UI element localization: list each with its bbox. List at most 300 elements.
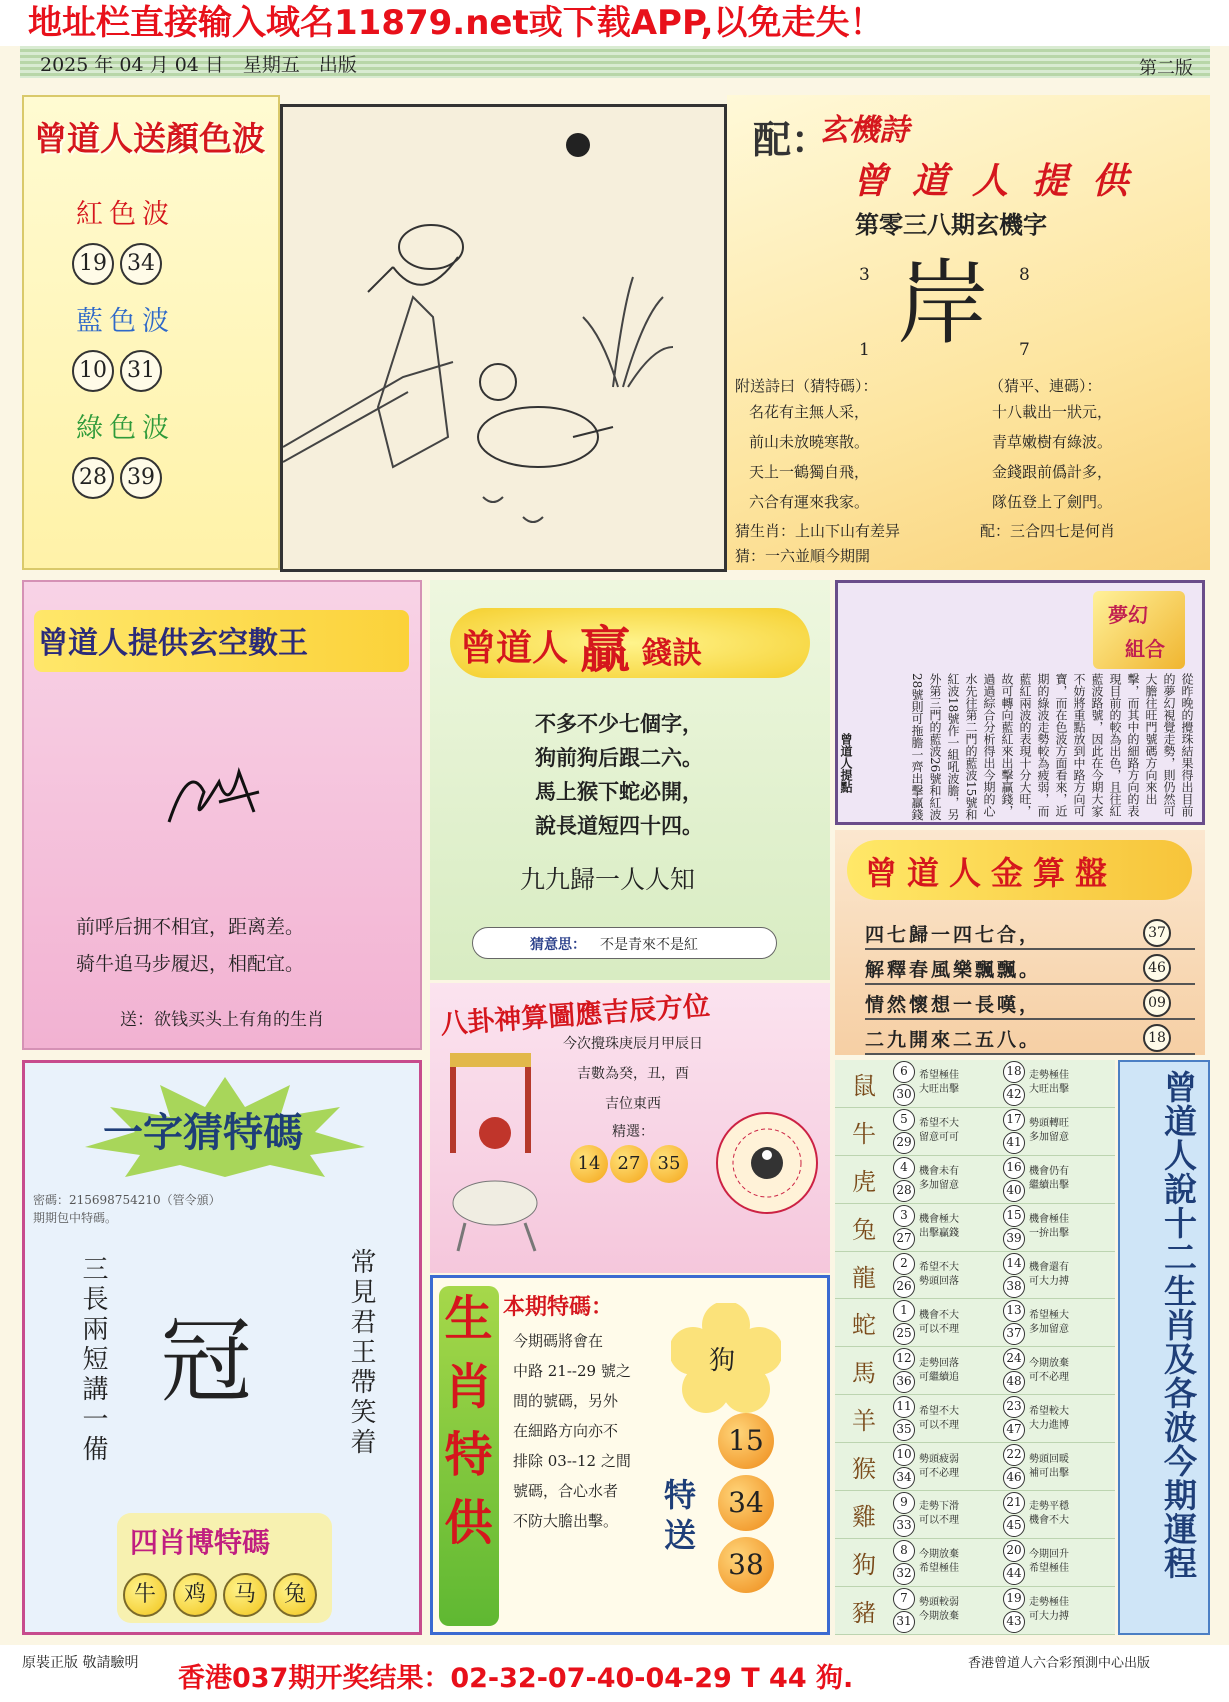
zodiac-notes — [1029, 1213, 1069, 1241]
zodiac-note: 希望較大 — [1029, 1405, 1069, 1417]
zodiac-note: 勢頭回落 — [919, 1276, 959, 1287]
poem-line: 隊伍登上了劍門。 — [992, 493, 1113, 511]
wave-label: 綠色波 — [76, 413, 175, 444]
handwritten-signature-icon — [159, 752, 269, 842]
yingqian-line: 馬上猴下蛇必開， — [535, 779, 703, 804]
jinsuan-num: 18 — [1143, 1024, 1171, 1052]
menghuan-sign: 曾道人提點 — [839, 733, 853, 793]
zodiac-notes — [1029, 1261, 1069, 1289]
zodiac-row — [835, 1060, 1115, 1108]
monkey-icon: 猴 — [852, 1455, 876, 1484]
zodiac-num: 21 — [1003, 1492, 1025, 1514]
zodiac-note: 留意可可 — [919, 1132, 959, 1144]
top-banner: 地址栏直接输入域名11879.net或下载APP,以免走失！ — [0, 0, 1229, 46]
zodiac-nums — [1003, 1396, 1025, 1441]
shengxiao-title: 本期特碼： — [503, 1294, 614, 1320]
guess-line: 猜：一六並順今期開 — [735, 547, 871, 565]
zodiac-note: 走勢極佳 — [1029, 1597, 1069, 1609]
jinsuan-row — [865, 988, 1195, 1020]
jinsuan-section — [835, 830, 1205, 1055]
zodiac-notes — [919, 1213, 959, 1241]
zodiac-nums — [893, 1348, 915, 1393]
zodiac-pair-b — [1003, 1109, 1113, 1154]
left-head: 附送詩曰（猜特碼）： — [735, 377, 878, 395]
zodiac-pair-a — [893, 1253, 1003, 1298]
zodiac-note: 多加留意 — [1029, 1132, 1069, 1144]
corner-num-br: 7 — [1019, 340, 1030, 360]
zodiac-note: 今期放棄 — [1029, 1357, 1069, 1369]
rooster-icon: 雞 — [852, 1502, 876, 1531]
horse-icon: 馬 — [852, 1359, 876, 1388]
zodiac-note: 勢頭轉旺 — [1029, 1118, 1069, 1130]
yingqian-title-a: 曾道人 — [460, 627, 569, 669]
yingqian-extra: 九九歸一人人知 — [520, 865, 696, 894]
zodiac-note: 機會不大 — [1029, 1515, 1069, 1527]
zodiac-num: 20 — [1003, 1540, 1025, 1562]
zodiac-note: 一拚出擊 — [1029, 1228, 1069, 1240]
zodiac-num: 23 — [1003, 1396, 1025, 1418]
zodiac-row — [835, 1491, 1115, 1539]
zodiac-num: 9 — [893, 1492, 915, 1514]
zodiac-num: 16 — [1003, 1157, 1025, 1179]
poem-line: 十八載出一狀元， — [992, 403, 1113, 421]
zodiac-num: 4 — [893, 1157, 915, 1179]
poem-line: 前山未放曉寒散。 — [749, 433, 870, 451]
tiger-icon: 虎 — [852, 1167, 876, 1196]
dog-icon: 狗 — [852, 1550, 876, 1579]
bagua-l2: 吉數為癸，丑，酉 — [577, 1066, 689, 1082]
yingqian-title-b: 贏 — [580, 620, 630, 679]
zodiac-num: 17 — [1003, 1109, 1025, 1131]
jinsuan-text: 四七歸一四七合， — [865, 923, 1042, 946]
zodiac-num: 25 — [893, 1323, 915, 1345]
corner-num-tl: 3 — [859, 265, 870, 285]
number-ball: 34 — [120, 243, 162, 285]
jinsuan-num: 46 — [1143, 954, 1171, 982]
xuankong-title: 曾道人提供玄空數王 — [38, 626, 308, 661]
jinsuan-text: 解釋春風樂飄飄。 — [865, 958, 1042, 981]
menghuan-text: 從昨晚的攪珠結果得出目前的夢幻視覺走勢，則仍然可大膽往旺門號碼方向來出擊，而其中的細路方向的表現目前的較為出色，且往紅藍波路號，因此在今期大家不妨將重點放到中路方向可寶，而在色波方面看來，近期的綠波走勢較為疲弱，而藍紅兩波的表現十分大旺，故可轉向藍紅來出擊贏錢，過過綜合分析得出今期的心水先往第二門的藍波15號和紅波18號作一組吼波膽，另外第三門的藍波26號和紅波28號則可拖膽一齊出擊贏錢 — [910, 673, 1194, 821]
jinsuan-row — [865, 953, 1195, 985]
zodiac-note: 機會仍有 — [1029, 1166, 1069, 1178]
right-head: （猜平、連碼）： — [989, 377, 1102, 395]
zodiac-nums — [1003, 1588, 1025, 1633]
zodiac-notes — [1029, 1500, 1069, 1528]
zodiac-num: 12 — [893, 1348, 915, 1370]
bagua-section — [430, 983, 830, 1273]
sixiao-ball: 兔 — [273, 1573, 317, 1617]
zodiac-num: 22 — [1003, 1444, 1025, 1466]
zodiac-notes — [919, 1596, 959, 1624]
zodiac-num: 10 — [893, 1444, 915, 1466]
xuanji-title: 玄機詩 — [819, 113, 909, 148]
warrior-on-horse-icon — [440, 1053, 550, 1253]
sixiao-ball: 牛 — [123, 1573, 167, 1617]
zodiac-row — [835, 1252, 1115, 1300]
zodiac-num: 46 — [1003, 1467, 1025, 1489]
zodiac-note: 機會未有 — [919, 1166, 959, 1178]
bagua-l3: 吉位東西 — [605, 1096, 661, 1112]
zodiac-nums — [893, 1300, 915, 1345]
yingqian-line: 說長道短四十四。 — [535, 813, 703, 838]
jinsuan-row — [865, 918, 1195, 950]
zodiac-notes — [1029, 1357, 1069, 1385]
zodiac-num: 6 — [893, 1061, 915, 1083]
number-ball: 31 — [120, 350, 162, 392]
wave-label: 藍色波 — [76, 306, 175, 337]
zodiac-num: 40 — [1003, 1180, 1025, 1202]
zodiac-pair-a — [893, 1540, 1003, 1585]
zodiac-row — [835, 1587, 1115, 1635]
dragon-icon: 龍 — [852, 1263, 876, 1292]
zodiac-nums — [893, 1205, 915, 1250]
zodiac-pair-b — [1003, 1061, 1113, 1106]
menghuan-badge-a: 夢幻 — [1108, 603, 1148, 627]
zodiac-note: 希望極佳 — [1029, 1563, 1069, 1575]
xuankong-line1: 前呼后拥不相宜，距离差。 — [76, 916, 305, 938]
zodiac-num: 35 — [893, 1419, 915, 1441]
zodiac-row — [835, 1539, 1115, 1587]
zodiac-nums — [893, 1444, 915, 1489]
snake-icon: 蛇 — [852, 1311, 876, 1340]
poem-right-lines — [992, 397, 1112, 517]
zodiac-notes — [919, 1309, 959, 1337]
zodiac-nums — [893, 1253, 915, 1298]
riddle-picture — [280, 104, 727, 572]
jinsuan-num: 09 — [1143, 989, 1171, 1017]
zodiac-num: 29 — [893, 1132, 915, 1154]
zodiac-note: 可大力搏 — [1029, 1611, 1069, 1623]
yuncheng-title: 曾道人說十二生肖及各波今期運程 — [1159, 1070, 1198, 1580]
jinsuan-row — [865, 1023, 1195, 1055]
zodiac-pair-a — [893, 1157, 1003, 1202]
yizi-secret: 密碼：215698754210（管令頒） — [33, 1193, 221, 1207]
jinsuan-text: 情然懷想一長嘆， — [865, 993, 1042, 1016]
corner-num-tr: 8 — [1019, 265, 1030, 285]
zodiac-num: 38 — [1003, 1276, 1025, 1298]
shengxiao-section — [430, 1275, 830, 1635]
pig-icon: 豬 — [852, 1598, 876, 1627]
shengxiao-ball: 15 — [718, 1413, 774, 1469]
menghuan-badge-b: 組合 — [1125, 637, 1165, 661]
shengxiao-ball: 38 — [718, 1537, 774, 1593]
zodiac-notes — [1029, 1069, 1069, 1097]
zodiac-note: 勢頭較弱 — [919, 1597, 959, 1609]
zodiac-row — [835, 1108, 1115, 1156]
yuncheng-section — [1118, 1060, 1210, 1635]
zodiac-notes — [1029, 1548, 1069, 1576]
zodiac-row — [835, 1299, 1115, 1347]
shengxiao-balls — [718, 1413, 778, 1599]
zodiac-num: 15 — [1003, 1205, 1025, 1227]
pei-label: 配： — [753, 117, 830, 162]
zodiac-num: 2 — [893, 1253, 915, 1275]
footer-result: 香港037期开奖结果：02-32-07-40-04-29 T 44 狗. — [178, 1663, 854, 1694]
zodiac-note: 今期放棄 — [919, 1549, 959, 1561]
bagua-l1: 今次攪珠庚辰月甲辰日 — [563, 1036, 703, 1052]
zodiac-note: 大旺出擊 — [1029, 1084, 1069, 1096]
zodiac-pair-a — [893, 1061, 1003, 1106]
zodiac-note: 大旺出擊 — [919, 1084, 959, 1096]
yingqian-line: 狗前狗后跟二六。 — [535, 745, 703, 770]
zodiac-notes — [1029, 1405, 1069, 1433]
zodiac-nums — [1003, 1300, 1025, 1345]
zodiac-notes — [919, 1405, 959, 1433]
zodiac-num: 30 — [893, 1084, 915, 1106]
zodiac-pair-a — [893, 1348, 1003, 1393]
zodiac-note: 可以不理 — [919, 1515, 959, 1527]
zodiac-num: 8 — [893, 1540, 915, 1562]
zodiac-nums — [893, 1492, 915, 1537]
edition-label: 第二版 — [1139, 58, 1193, 79]
zodiac-notes — [919, 1548, 959, 1576]
zodiac-note: 大力進博 — [1029, 1419, 1069, 1431]
zodiac-pair-b — [1003, 1492, 1113, 1537]
zodiac-nums — [1003, 1109, 1025, 1154]
jinsuan-text: 二九開來二五八。 — [865, 1028, 1042, 1051]
sixiao-ball: 鸡 — [173, 1573, 217, 1617]
zodiac-notes — [919, 1117, 959, 1145]
zodiac-note: 希望不大 — [919, 1118, 959, 1130]
shengxiao-line: 排除 03--12 之間 — [513, 1452, 631, 1470]
zodiac-num: 24 — [1003, 1348, 1025, 1370]
shengxiao-line: 今期碼將會在 — [513, 1332, 604, 1350]
ox-icon: 牛 — [852, 1119, 876, 1148]
bagua-wheel-icon — [715, 1111, 820, 1216]
rabbit-icon: 兔 — [852, 1215, 876, 1244]
pei-line: 配：三合四七是何肖 — [980, 522, 1116, 540]
zodiac-num: 1 — [893, 1300, 915, 1322]
zodiac-pair-a — [893, 1205, 1003, 1250]
zodiac-note: 希望不大 — [919, 1405, 959, 1417]
yingqian-hint: 不是青來不是紅 — [600, 937, 698, 953]
zodiac-pair-b — [1003, 1253, 1113, 1298]
yingqian-lines — [535, 707, 703, 843]
zodiac-num: 7 — [893, 1588, 915, 1610]
zodiac-note: 希望極佳 — [919, 1070, 959, 1082]
goat-icon: 羊 — [852, 1407, 876, 1436]
zodiac-nums — [1003, 1205, 1025, 1250]
zodiac-notes — [919, 1261, 959, 1289]
zodiac-row — [835, 1347, 1115, 1395]
zodiac-note: 可不必理 — [1029, 1371, 1069, 1383]
zodiac-note: 走勢回落 — [919, 1357, 959, 1369]
yizi-secret2: 期期包中特碼。 — [33, 1211, 118, 1225]
zodiac-notes — [919, 1357, 959, 1385]
zodiac-note: 補可出擊 — [1029, 1467, 1069, 1479]
zodiac-num: 39 — [1003, 1228, 1025, 1250]
zodiac-num: 44 — [1003, 1563, 1025, 1585]
zodiac-note: 可大力搏 — [1029, 1276, 1069, 1287]
zodiac-num: 32 — [893, 1563, 915, 1585]
poem-line: 六合有運來我家。 — [749, 493, 870, 511]
shengxiao-ball: 34 — [718, 1475, 774, 1531]
yizi-big-char: 冠 — [160, 1308, 253, 1415]
yizi-title: 一字猜特碼 — [103, 1109, 303, 1156]
zodiac-num: 47 — [1003, 1419, 1025, 1441]
zodiac-note: 可不必理 — [919, 1467, 959, 1479]
zodiac-nums — [893, 1396, 915, 1441]
yingqian-title-c: 錢訣 — [642, 636, 702, 671]
number-ball: 10 — [72, 350, 114, 392]
zodiac-pair-a — [893, 1492, 1003, 1537]
poem-line: 青草嫩樹有綠波。 — [992, 433, 1113, 451]
yizi-left-col: 三長兩短講一備 — [78, 1255, 108, 1465]
zodiac-notes — [919, 1069, 959, 1097]
provider: 曾道人提供 — [852, 161, 1153, 202]
xuankong-send: 送：欲钱买头上有角的生肖 — [120, 1010, 324, 1030]
zodiac-pair-a — [893, 1588, 1003, 1633]
bagua-balls — [570, 1145, 690, 1183]
zodiac-notes — [919, 1165, 959, 1193]
zodiac-nums — [1003, 1157, 1025, 1202]
zodiac-row — [835, 1156, 1115, 1204]
zodiac-nums — [893, 1540, 915, 1585]
zodiac-pair-a — [893, 1109, 1003, 1154]
number-ball: 19 — [72, 243, 114, 285]
yingqian-section — [430, 580, 830, 980]
zodiac-nums — [1003, 1061, 1025, 1106]
yingqian-line: 不多不少七個字， — [535, 711, 703, 736]
zodiac-num: 41 — [1003, 1132, 1025, 1154]
wave-label: 紅色波 — [76, 199, 175, 230]
zodiac-note: 機會極佳 — [1029, 1214, 1069, 1226]
zodiac-num: 28 — [893, 1180, 915, 1202]
shengxiao-side: 生肖特供 — [436, 1293, 492, 1565]
zodiac-note: 可以不理 — [919, 1323, 959, 1335]
bagua-ball: 27 — [610, 1145, 648, 1183]
zodiac-num: 36 — [893, 1371, 915, 1393]
jinsuan-rows — [865, 918, 1195, 1055]
big-char: 岸 — [897, 250, 990, 357]
sixiao-title: 四肖博特碼 — [130, 1526, 271, 1559]
poem-line: 名花有主無人采， — [749, 403, 870, 421]
zodiac-nums — [1003, 1492, 1025, 1537]
zodiac-num: 33 — [893, 1515, 915, 1537]
yingqian-hint-label: 猜意思： — [530, 937, 586, 953]
zodiac-row — [835, 1395, 1115, 1443]
zodiac-nums — [1003, 1540, 1025, 1585]
shengxiao-line: 在細路方向亦不 — [513, 1422, 619, 1440]
issue-title: 第零三八期玄機字 — [855, 210, 1047, 239]
bagua-l4: 精選： — [612, 1124, 654, 1140]
te-song: 特送 — [659, 1478, 697, 1558]
zodiac-num: 48 — [1003, 1371, 1025, 1393]
zodiac-notes — [1029, 1309, 1069, 1337]
date-line: 2025 年 04 月 04 日 星期五 出版 — [40, 54, 357, 76]
corner-num-bl: 1 — [859, 340, 870, 360]
zodiac-nums — [1003, 1444, 1025, 1489]
rat-icon: 鼠 — [852, 1071, 876, 1100]
shengxiao-line: 號碼，合心水者 — [513, 1482, 619, 1500]
zodiac-pair-b — [1003, 1205, 1113, 1250]
wave-numbers — [72, 350, 272, 392]
zodiac-note: 可繼續追 — [919, 1371, 959, 1383]
zodiac-note: 機會不大 — [919, 1309, 959, 1321]
wave-numbers — [72, 457, 272, 499]
zodiac-pair-b — [1003, 1588, 1113, 1633]
zodiac-note: 機會極大 — [919, 1214, 959, 1226]
zodiac-num: 13 — [1003, 1300, 1025, 1322]
wave-numbers — [72, 243, 272, 285]
zodiac-pair-b — [1003, 1348, 1113, 1393]
zodiac-note: 希望不大 — [919, 1262, 959, 1273]
poem-line: 天上一鶴獨自飛， — [749, 463, 870, 481]
zodiac-notes — [1029, 1117, 1069, 1145]
zodiac-pair-b — [1003, 1300, 1113, 1345]
bird-sketch-icon — [283, 107, 724, 569]
zodiac-num: 42 — [1003, 1084, 1025, 1106]
zodiac-num: 45 — [1003, 1515, 1025, 1537]
zodiac-notes — [1029, 1596, 1069, 1624]
zodiac-num: 27 — [893, 1228, 915, 1250]
shengxiao-line: 中路 21--29 號之 — [513, 1362, 631, 1380]
zodiac-nums — [1003, 1253, 1025, 1298]
bagua-title: 八卦神算圖應吉辰方位 — [439, 990, 711, 1041]
xuankong-line2: 骑牛追马步履迟，相配宜。 — [76, 953, 305, 975]
zodiac-table — [835, 1060, 1115, 1635]
sixiao-balls — [123, 1573, 323, 1617]
sixiao-ball: 马 — [223, 1573, 267, 1617]
color-wave-section — [22, 95, 280, 570]
zodiac-notes — [919, 1453, 959, 1481]
zodiac-notes — [1029, 1165, 1069, 1193]
zodiac-notes — [919, 1500, 959, 1528]
zodiac-num: 14 — [1003, 1253, 1025, 1275]
zodiac-num: 18 — [1003, 1061, 1025, 1083]
zodiac-num: 11 — [893, 1396, 915, 1418]
zodiac-pair-a — [893, 1396, 1003, 1441]
poem-left-lines — [749, 397, 869, 517]
zodiac-pair-b — [1003, 1444, 1113, 1489]
zodiac-rows — [835, 1060, 1115, 1635]
zodiac-num: 34 — [893, 1467, 915, 1489]
zodiac-num: 26 — [893, 1276, 915, 1298]
zodiac-note: 走勢下滑 — [919, 1501, 959, 1513]
yizi-right-col: 常見君王帶笑着 — [346, 1248, 376, 1458]
number-ball: 28 — [72, 457, 114, 499]
jinsuan-num: 37 — [1143, 919, 1171, 947]
zodiac-note: 可以不理 — [919, 1419, 959, 1431]
color-wave-title: 曾道人送顏色波 — [34, 119, 265, 158]
footer-right: 香港曾道人六合彩預測中心出版 — [968, 1656, 1151, 1671]
yizi-section — [22, 1060, 422, 1635]
zodiac-num: 3 — [893, 1205, 915, 1227]
zodiac-row — [835, 1443, 1115, 1491]
zodiac-pair-b — [1003, 1540, 1113, 1585]
zodiac-note: 繼續出擊 — [1029, 1180, 1069, 1192]
shengxiao-animal: 狗 — [709, 1346, 736, 1376]
footer-left: 原裝正版 敬請驗明 — [22, 1655, 139, 1671]
zodiac-pair-b — [1003, 1157, 1113, 1202]
menghuan-section — [835, 580, 1205, 825]
zodiac-note: 走勢平穩 — [1029, 1501, 1069, 1513]
shengxiao-line: 間的號碼，另外 — [513, 1392, 619, 1410]
zodiac-note: 今期回升 — [1029, 1549, 1069, 1561]
zodiac-pair-a — [893, 1444, 1003, 1489]
zodiac-pair-a — [893, 1300, 1003, 1345]
zodiac-note: 勢頭疲弱 — [919, 1453, 959, 1465]
zodiac-note: 出擊贏錢 — [919, 1228, 959, 1240]
number-ball: 39 — [120, 457, 162, 499]
poem-section — [727, 95, 1210, 570]
zodiac-note: 多加留意 — [1029, 1323, 1069, 1335]
zodiac-nums — [893, 1109, 915, 1154]
zodiac-note: 機會還有 — [1029, 1262, 1069, 1273]
shengxiao-line: 不防大膽出擊。 — [513, 1512, 619, 1530]
zodiac-note: 希望極大 — [1029, 1309, 1069, 1321]
bagua-ball: 14 — [570, 1145, 608, 1183]
